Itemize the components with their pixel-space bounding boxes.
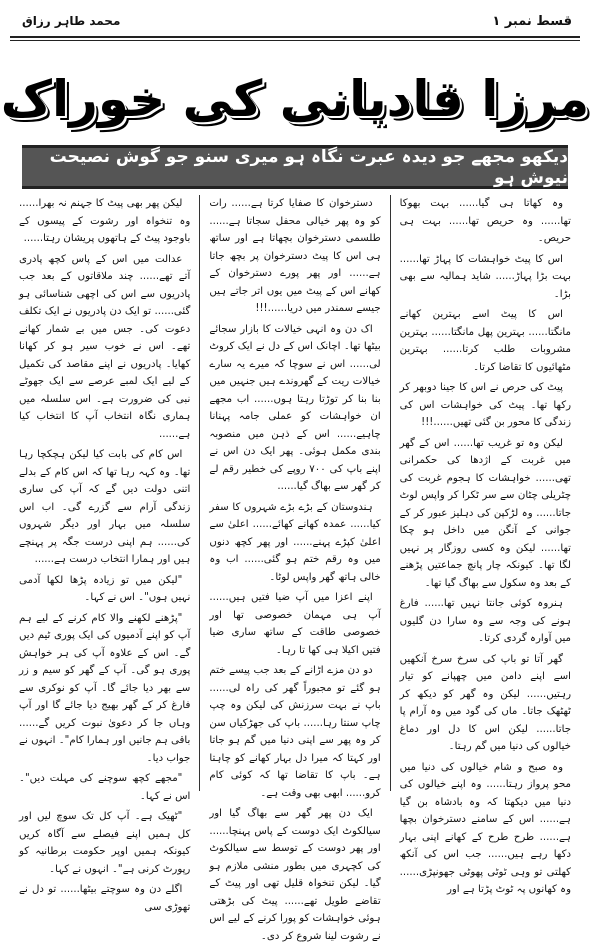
paragraph: "لیکن میں تو زیادہ پڑھا لکھا آدمی نہیں ہوں"۔ اس نے کہا۔ <box>19 574 191 603</box>
paragraph: پیٹ کی حرص نے اس کا جینا دوبھر کر رکھا تھا۔ پیٹ کی خواہشات اس کی زندگی کا محور بن گئی تھیں......!!! <box>399 382 571 428</box>
couplet-text: دیکھو مجھے جو دیدہ عبرت نگاہ ہو میری سنو جو گوش نصیحت نیوش ہو <box>49 147 568 188</box>
paragraph: عدالت میں اس کے پاس کچھ پادری آتے تھے...... چند ملاقاتوں کے بعد جب پادریوں سے اس کی اچھی شناسائی ہو گئی...... تو ایک دن پادریوں نے ایک تکلف دعوت کی۔ جس میں بے شمار کھانے تھے۔ اس نے خوب سیر ہو کر کھانا کھایا۔ پادریوں نے اپنے مقاصد کی تکمیل کے لیے ایک لمبے عرصے سے ایک جھوٹے نبی کی ضرورت ہے۔ اس سلسلہ میں ہماری نگاہ انتخاب آپ کا انتخاب کیا ہے...... <box>19 253 191 440</box>
episode-label: قسط نمبر ۱ <box>492 14 572 29</box>
paragraph: ہندوستان کے بڑے بڑے شہروں کا سفر کیا...... عمدہ کھانے کھائے...... اعلیٰ سے اعلیٰ کپڑے پہنے...... اور پھر کچھ دنوں میں وہ رقم ختم ہو گئی...... اب وہ خالی ہاتھ گھر واپس لوٹا۔ <box>209 501 381 583</box>
paragraph: وہ صبح و شام خیالوں کی دنیا میں محو پرواز رہتا...... وہ اپنے خیالوں کی دنیا میں دیکھتا کہ وہ بادشاہ بن گیا ہے...... اس کے سامنے دسترخوان بچھا ہے...... طرح طرح کے کھانے اپنی بہار دکھا رہے ہیں...... جب اس کی آنکھ کھلتی تو وہی ٹوٹی پھوٹی جھونپڑی...... وہ کھانوں پہ ٹوٹ پڑتا ہے اور <box>399 761 571 895</box>
paragraph: اس کا پیٹ خواہشات کا پہاڑ تھا...... بہت بڑا پہاڑ...... شاید ہمالیہ سے بھی بڑا۔ <box>399 253 571 300</box>
paragraph: اپنے اعزا میں آپ ضیا فتیں ہیں...... آپ ہی مہمان خصوصی تھا اور خصوصی طاقت کے ساتھ ساری ضیا فتیں اکیلا ہی کھا تا رہا۔ <box>209 592 381 656</box>
paragraph: دو دن مزے اڑانے کے بعد جب پیسے ختم ہو گئے تو مجبوراً گھر کی راہ لی...... باپ نے بہت سرزنش کی لیکن وہ چپ چاپ سنتا رہا...... باپ کی جھڑکیاں سن کر وہ پھر سے اپنی دنیا میں گم ہو جاتا اور کہتا کہ میرا دل بہار کھانے کو چاہتا ہے۔ باپ کا تقاضا تھا کہ کوئی کام کرو...... ابھی بھی وقت ہے۔ <box>209 665 381 799</box>
paragraph: اک دن وہ انہی خیالات کا بازار سجائے بیٹھا تھا۔ اچانک اس کے دل نے ایک کروٹ لی...... اس نے سوچا کہ میرے یہ سارے خیالات ریت کے گھروندے ہیں جنہیں میں بنا بنا کر توڑتا رہتا ہوں...... اب مجھے ان خواہشات کو عملی جامہ پہنانا چاہیے...... اس کے ذہن میں منصوبہ بندی مکمل ہوئی۔ پھر ایک دن اس نے اپنے باپ کی ۷۰۰ روپے کی خطیر رقم لے کر گھر سے بھاگ گیا...... <box>209 323 381 492</box>
author-byline: محمد طاہر رزاق <box>22 14 121 28</box>
paragraph: اس کا پیٹ اسے بہترین کھانے مانگتا...... بہترین پھل مانگتا...... بہترین مشروبات طلب کرتا...... بہترین مٹھائیوں کا تقاضا کرتا۔ <box>399 309 571 373</box>
paragraph: "ٹھیک ہے۔ آپ کل تک سوچ لیں اور کل ہمیں اپنے فیصلے سے آگاہ کریں کیونکہ ہمیں اوپر حکومت برطانیہ کو رپورٹ کرنی ہے"۔ انہوں نے کہا۔ <box>19 811 191 875</box>
article-headline: مرزا قادیانی کی خوراک <box>0 70 590 128</box>
paragraph: "پڑھنے لکھنے والا کام کرنے کے لیے ہم آپ کو اپنے آدمیوں کی ایک پوری ٹیم دیں گے۔ اس کے علاوہ آپ کی ہر خواہش پوری ہو گی۔ آپ کے گھر کو سیم و زر سے بھر دیا جائے گا۔ آپ کو نوکری سے فارغ کر کے گھر بھیج دیا جائے گا اور آپ وہاں جا کر دعویٰ نبوت کریں گے...... باقی ہم جانیں اور ہمارا کام"۔ انہوں نے جواب دیا۔ <box>19 612 191 764</box>
paragraph: لیکن پھر بھی پیٹ کا جہنم نہ بھرا...... وہ تنخواہ اور رشوت کے پیسوں کے باوجود پیٹ کے ہاتھوں پریشان رہتا...... <box>19 198 191 244</box>
paragraph: اس کام کی بابت کیا لیکن ہچکچا رہا تھا۔ وہ کہہ رہا تھا کہ اس کام کے بدلے اتنی دولت دیں گے کہ آپ کی ساری زندگی آرام سے گزرے گی۔ اب اس سلسلہ میں بہار اور دیگر شہروں کی...... ہم اپنی درست جگہ پر پہنچے ہیں اور ہمارا انتخاب درست ہے...... <box>19 449 191 565</box>
column-left <box>10 195 199 913</box>
column-middle <box>200 195 389 942</box>
paragraph: لیکن وہ تو غریب تھا...... اس کے گھر میں غربت کے اژدھا کی حکمرانی تھی...... خواہشات کا ہجوم غربت کی چٹریلی چٹان سے سر ٹکرا کر واپس لوٹ جاتا...... وہ لڑکپن کی دہلیز عبور کر کے جوانی کے آنگن میں داخل ہو چکا تھا...... لیکن وہ کسی روزگار پر نہیں لگا تھا۔ کیونکہ چار پانچ جماعتیں پڑھنے کے بعد وہ سکول سے بھاگ گیا تھا۔ <box>399 437 571 589</box>
header-rule <box>10 36 580 38</box>
header-rule-thin <box>10 40 580 41</box>
paragraph: "مجھے کچھ سوچنے کی مہلت دیں"۔ اس نے کہا۔ <box>19 773 191 802</box>
paragraph: ہنروہ کوئی جانتا نہیں تھا...... فارغ ہونے کی وجہ سے وہ سارا دن گلیوں میں آوارہ گردی کرتا۔ <box>399 598 571 644</box>
paragraph: دسترخوان کا صفایا کرتا ہے...... رات کو وہ پھر خیالی محفل سجاتا ہے...... طلسمی دسترخوان بچھاتا ہے اور ساتھ ہی اس کا پیٹ دسترخوان پر بچھ جاتا ہے...... اور پھر پورے دسترخوان کے کھانے اس کے پیٹ میں یوں اتر جاتے ہیں جیسے سمندر میں دریا......!!! <box>209 198 381 314</box>
paragraph: اگلے دن وہ سوچتے بیٹھا...... تو دل نے تھوڑی سی <box>19 884 191 913</box>
paragraph: ایک دن پھر گھر سے بھاگ گیا اور سیالکوٹ ایک دوست کے پاس پہنچا...... اور پھر دوست کے توسط سے سیالکوٹ کی کچہری میں بطور منشی ملازم ہو گیا۔ لیکن تنخواہ قلیل تھی اور پیٹ کے تقاضے طویل تھے...... پیٹ کی بڑھتی ہوئی خواہشات کو پورا کرنے کے لیے اس نے رشوت لینا شروع کر دی۔ <box>209 808 381 942</box>
paragraph: گھر آتا تو باپ کی سرخ سرخ آنکھیں اسے اپنے دامن میں چھپانے کو تیار رہتیں...... لیکن وہ گھر کو دیکھ کر ٹھٹھک جاتا۔ ماں کی گود میں وہ آرام پا جاتا...... لیکن اس کا دل اور دماغ خیالوں کی دنیا میں گم رہتا۔ <box>399 653 571 752</box>
article-body <box>10 195 580 942</box>
paragraph: وہ کھاتا ہی گیا...... بہت بھوکا تھا...... وہ حریص تھا...... بہت ہی حریص۔ <box>399 198 571 244</box>
couplet-banner <box>22 145 568 189</box>
column-right <box>391 195 580 895</box>
